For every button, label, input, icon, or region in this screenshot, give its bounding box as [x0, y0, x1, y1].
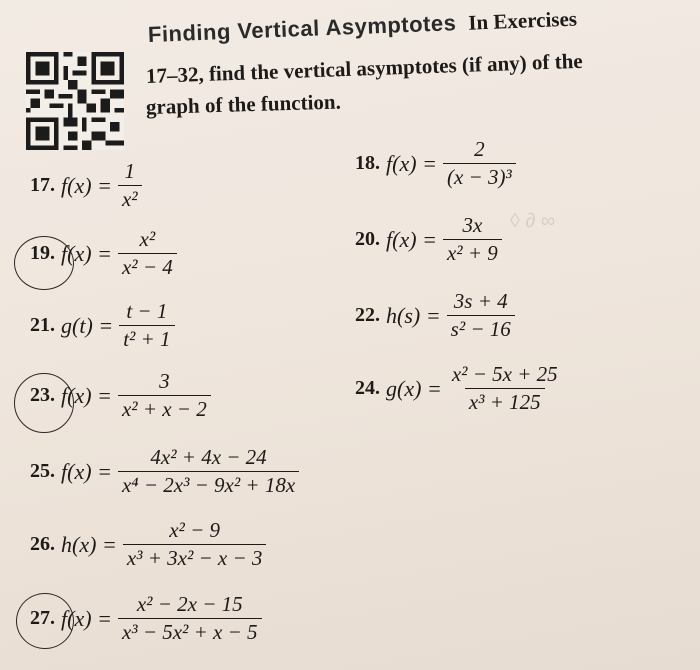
- exercise-25: [30, 446, 299, 497]
- exercise-20: [355, 214, 502, 265]
- qr-code-icon: [26, 52, 124, 150]
- numerator: x² − 9: [169, 518, 221, 542]
- equals-sign: =: [98, 240, 111, 266]
- exercise-22: [355, 290, 515, 341]
- exercise-number: 21.: [30, 314, 55, 337]
- fraction: [118, 160, 142, 211]
- fraction: [118, 446, 299, 497]
- fraction: [443, 214, 502, 265]
- denominator: x² + x − 2: [118, 395, 211, 421]
- exercise-number: 26.: [30, 533, 55, 556]
- denominator: x² + 9: [443, 239, 502, 265]
- denominator: x⁴ − 2x³ − 9x² + 18x: [118, 471, 299, 497]
- equals-sign: =: [427, 302, 440, 328]
- bleed-through-text: ◊ ∂ ∞: [510, 210, 556, 232]
- numerator: x² − 2x − 15: [136, 592, 243, 616]
- function-name: f(x): [61, 382, 92, 408]
- exercise-number: 19.: [30, 242, 55, 265]
- numerator: 3: [159, 369, 170, 393]
- denominator: x² − 4: [118, 253, 177, 279]
- function-name: f(x): [61, 605, 92, 631]
- exercise-number: 22.: [355, 304, 380, 327]
- exercise-19: [30, 228, 177, 279]
- equals-sign: =: [98, 382, 111, 408]
- fraction: [118, 228, 177, 279]
- function-name: f(x): [386, 226, 417, 252]
- fraction: [119, 300, 174, 351]
- function-name: f(x): [61, 172, 92, 198]
- numerator: 2: [474, 137, 485, 161]
- function-name: g(x): [386, 375, 422, 401]
- equals-sign: =: [103, 531, 116, 557]
- numerator: 3s + 4: [453, 289, 508, 313]
- function-name: h(s): [386, 302, 421, 328]
- function-name: h(x): [61, 531, 97, 557]
- denominator: (x − 3)³: [443, 163, 516, 189]
- equals-sign: =: [98, 605, 111, 631]
- exercise-number: 25.: [30, 460, 55, 483]
- section-heading: [148, 6, 578, 48]
- exercise-24: [355, 363, 562, 414]
- denominator: s² − 16: [447, 315, 515, 341]
- section-title: Finding Vertical Asymptotes: [147, 10, 457, 47]
- fraction: [118, 370, 211, 421]
- exercise-18: [355, 138, 516, 189]
- denominator: t² + 1: [119, 325, 174, 351]
- numerator: x² − 5x + 25: [451, 362, 558, 386]
- denominator: x³ + 125: [465, 388, 545, 414]
- fraction: [123, 519, 267, 570]
- instructions-line-3: graph of the function.: [145, 89, 342, 119]
- exercise-26: [30, 519, 266, 570]
- exercise-23: [30, 370, 211, 421]
- exercise-number: 20.: [355, 228, 380, 251]
- equals-sign: =: [423, 150, 436, 176]
- numerator: x²: [139, 227, 156, 251]
- function-name: f(x): [61, 240, 92, 266]
- numerator: 4x² + 4x − 24: [150, 445, 267, 469]
- exercise-number: 27.: [30, 607, 55, 630]
- function-name: f(x): [386, 150, 417, 176]
- fraction: [447, 290, 515, 341]
- denominator: x²: [118, 185, 142, 211]
- equals-sign: =: [98, 458, 111, 484]
- numerator: 3x: [462, 213, 483, 237]
- heading-intro: In Exercises: [467, 6, 578, 35]
- instructions-line-2: 17–32, find the vertical asymptotes (if any) of the: [145, 48, 583, 88]
- exercise-number: 18.: [355, 152, 380, 175]
- exercise-number: 24.: [355, 377, 380, 400]
- exercise-21: [30, 300, 175, 351]
- equals-sign: =: [423, 226, 436, 252]
- numerator: t − 1: [126, 299, 168, 323]
- equals-sign: =: [428, 375, 441, 401]
- exercise-27: [30, 593, 262, 644]
- function-name: f(x): [61, 458, 92, 484]
- fraction: [118, 593, 262, 644]
- denominator: x³ + 3x² − x − 3: [123, 544, 267, 570]
- function-name: g(t): [61, 312, 93, 338]
- equals-sign: =: [99, 312, 113, 338]
- denominator: x³ − 5x² + x − 5: [118, 618, 262, 644]
- exercise-number: 23.: [30, 384, 55, 407]
- equals-sign: =: [98, 172, 111, 198]
- fraction: [443, 138, 516, 189]
- exercise-number: 17.: [30, 174, 55, 197]
- numerator: 1: [124, 159, 136, 183]
- exercise-17: [30, 160, 142, 211]
- fraction: [448, 363, 562, 414]
